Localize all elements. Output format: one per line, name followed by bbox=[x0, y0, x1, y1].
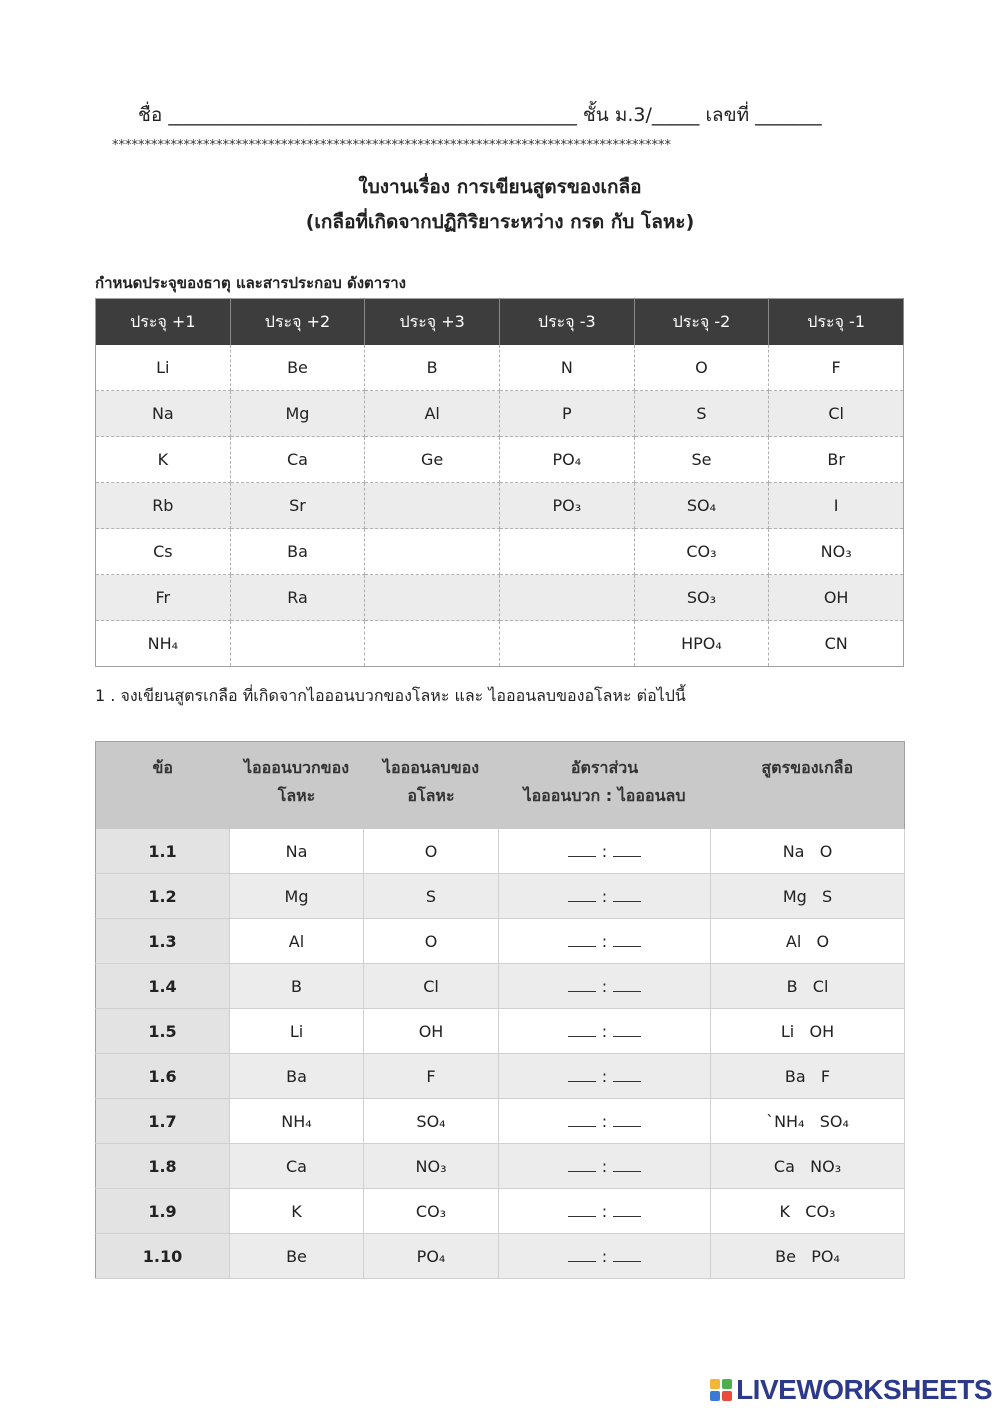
cation-cell: Ba bbox=[230, 1054, 364, 1099]
name-blank[interactable]: ___________________________________________ bbox=[168, 104, 577, 126]
charge-cell: Li bbox=[96, 345, 231, 391]
charge-cell: PO₃ bbox=[499, 483, 634, 529]
table-row bbox=[96, 345, 904, 391]
charge-cell: Se bbox=[634, 437, 769, 483]
charge-header: ประจุ -3 bbox=[499, 299, 634, 346]
table-row bbox=[96, 829, 905, 874]
cation-cell: Na bbox=[230, 829, 364, 874]
charge-table bbox=[95, 298, 904, 667]
worksheet-title: ใบงานเรื่อง การเขียนสูตรของเกลือ bbox=[358, 176, 642, 198]
question-header-line1: ไอออนบวกของ bbox=[244, 758, 349, 777]
table-row bbox=[96, 1144, 905, 1189]
ratio-separator: : bbox=[601, 1066, 608, 1086]
liveworksheets-wordmark: LIVEWORKSHEETS bbox=[736, 1374, 992, 1405]
question-header-line1: ไอออนลบของ bbox=[382, 758, 480, 777]
question-header-line1: สูตรของเกลือ bbox=[761, 758, 854, 777]
ratio-cell bbox=[499, 919, 711, 964]
cation-cell: Mg bbox=[230, 874, 364, 919]
formula-cell[interactable]: Li OH bbox=[711, 1009, 905, 1054]
charge-cell: N bbox=[499, 345, 634, 391]
table-row bbox=[96, 575, 904, 621]
table-row bbox=[96, 529, 904, 575]
number-label: เลขที่ bbox=[705, 104, 750, 126]
question-header bbox=[499, 742, 711, 830]
ratio-cation-blank[interactable] bbox=[568, 1022, 596, 1037]
cation-cell: Ca bbox=[230, 1144, 364, 1189]
question-number: 1.8 bbox=[96, 1144, 230, 1189]
ratio-cell bbox=[499, 1099, 711, 1144]
charge-cell: K bbox=[96, 437, 231, 483]
divider-stars: ************************************************************************************** bbox=[112, 138, 671, 153]
anion-cell: NO₃ bbox=[364, 1144, 499, 1189]
class-label[interactable]: ชั้น ม.3/_____ bbox=[582, 104, 700, 126]
anion-cell: S bbox=[364, 874, 499, 919]
charge-cell bbox=[365, 621, 500, 667]
ratio-cell bbox=[499, 964, 711, 1009]
ratio-cation-blank[interactable] bbox=[568, 842, 596, 857]
charge-cell bbox=[499, 575, 634, 621]
question-number: 1.9 bbox=[96, 1189, 230, 1234]
ratio-anion-blank[interactable] bbox=[613, 1067, 641, 1082]
charge-cell: Sr bbox=[230, 483, 365, 529]
anion-cell: O bbox=[364, 919, 499, 964]
ratio-cation-blank[interactable] bbox=[568, 1157, 596, 1172]
formula-cell[interactable]: K CO₃ bbox=[711, 1189, 905, 1234]
question-header-line2: อโลหะ bbox=[407, 786, 455, 805]
ratio-separator: : bbox=[601, 1111, 608, 1131]
formula-cell[interactable]: Be PO₄ bbox=[711, 1234, 905, 1279]
table-row bbox=[96, 1189, 905, 1234]
anion-cell: O bbox=[364, 829, 499, 874]
ratio-separator: : bbox=[601, 931, 608, 951]
table-row bbox=[96, 964, 905, 1009]
ratio-cation-blank[interactable] bbox=[568, 887, 596, 902]
charge-cell: Be bbox=[230, 345, 365, 391]
ratio-cell bbox=[499, 1189, 711, 1234]
charge-cell: CN bbox=[769, 621, 904, 667]
question-instruction: 1 . จงเขียนสูตรเกลือ ที่เกิดจากไอออนบวกของโลหะ และ ไอออนลบของอโลหะ ต่อไปนี้ bbox=[95, 686, 686, 705]
formula-cell[interactable]: Ca NO₃ bbox=[711, 1144, 905, 1189]
anion-cell: F bbox=[364, 1054, 499, 1099]
charge-cell: Ge bbox=[365, 437, 500, 483]
question-number: 1.4 bbox=[96, 964, 230, 1009]
cation-cell: NH₄ bbox=[230, 1099, 364, 1144]
number-blank[interactable]: _______ bbox=[755, 104, 822, 126]
charge-cell: PO₄ bbox=[499, 437, 634, 483]
charge-table-caption: กำหนดประจุของธาตุ และสารประกอบ ดังตาราง bbox=[95, 274, 406, 292]
charge-cell: F bbox=[769, 345, 904, 391]
ratio-anion-blank[interactable] bbox=[613, 1202, 641, 1217]
ratio-cell bbox=[499, 1054, 711, 1099]
charge-cell: HPO₄ bbox=[634, 621, 769, 667]
charge-header: ประจุ +3 bbox=[365, 299, 500, 346]
ratio-anion-blank[interactable] bbox=[613, 1157, 641, 1172]
charge-cell: Rb bbox=[96, 483, 231, 529]
question-number: 1.1 bbox=[96, 829, 230, 874]
logo-square bbox=[710, 1391, 720, 1401]
ratio-cation-blank[interactable] bbox=[568, 1067, 596, 1082]
charge-cell: B bbox=[365, 345, 500, 391]
ratio-anion-blank[interactable] bbox=[613, 1022, 641, 1037]
ratio-separator: : bbox=[601, 1156, 608, 1176]
question-header bbox=[96, 742, 230, 830]
formula-cell[interactable]: `NH₄ SO₄ bbox=[711, 1099, 905, 1144]
anion-cell: OH bbox=[364, 1009, 499, 1054]
ratio-cation-blank[interactable] bbox=[568, 1247, 596, 1262]
question-number: 1.6 bbox=[96, 1054, 230, 1099]
charge-cell: Fr bbox=[96, 575, 231, 621]
formula-cell[interactable]: Al O bbox=[711, 919, 905, 964]
formula-cell[interactable]: Ba F bbox=[711, 1054, 905, 1099]
charge-cell: NH₄ bbox=[96, 621, 231, 667]
question-number: 1.3 bbox=[96, 919, 230, 964]
question-number: 1.10 bbox=[96, 1234, 230, 1279]
question-table bbox=[95, 741, 905, 1279]
ratio-separator: : bbox=[601, 976, 608, 996]
charge-header: ประจุ +1 bbox=[96, 299, 231, 346]
formula-cell[interactable]: Mg S bbox=[711, 874, 905, 919]
ratio-cation-blank[interactable] bbox=[568, 977, 596, 992]
student-info-line bbox=[138, 100, 822, 130]
ratio-cell bbox=[499, 1144, 711, 1189]
charge-cell: P bbox=[499, 391, 634, 437]
ratio-anion-blank[interactable] bbox=[613, 1112, 641, 1127]
question-header bbox=[364, 742, 499, 830]
charge-cell: Ra bbox=[230, 575, 365, 621]
anion-cell: SO₄ bbox=[364, 1099, 499, 1144]
question-number: 1.5 bbox=[96, 1009, 230, 1054]
charge-cell bbox=[365, 575, 500, 621]
ratio-separator: : bbox=[601, 1246, 608, 1266]
question-header-line2: ไอออนบวก : ไอออนลบ bbox=[523, 786, 686, 805]
ratio-cation-blank[interactable] bbox=[568, 1202, 596, 1217]
table-row bbox=[96, 483, 904, 529]
charge-cell bbox=[230, 621, 365, 667]
liveworksheets-logo bbox=[710, 1375, 992, 1405]
charge-header: ประจุ -1 bbox=[769, 299, 904, 346]
worksheet-subtitle: (เกลือที่เกิดจากปฏิกิริยาระหว่าง กรด กับ โลหะ) bbox=[305, 211, 695, 233]
ratio-anion-blank[interactable] bbox=[613, 977, 641, 992]
charge-cell: Al bbox=[365, 391, 500, 437]
ratio-anion-blank[interactable] bbox=[613, 932, 641, 947]
name-label: ชื่อ bbox=[138, 104, 163, 126]
ratio-cell bbox=[499, 1009, 711, 1054]
charge-cell: Mg bbox=[230, 391, 365, 437]
charge-cell: SO₄ bbox=[634, 483, 769, 529]
logo-square bbox=[710, 1379, 720, 1389]
table-row bbox=[96, 1234, 905, 1279]
ratio-cell bbox=[499, 874, 711, 919]
anion-cell: Cl bbox=[364, 964, 499, 1009]
table-row bbox=[96, 874, 905, 919]
table-row bbox=[96, 621, 904, 667]
question-header-line1: อัตราส่วน bbox=[570, 758, 639, 777]
ratio-anion-blank[interactable] bbox=[613, 842, 641, 857]
charge-cell: Cl bbox=[769, 391, 904, 437]
ratio-cell bbox=[499, 1234, 711, 1279]
table-row bbox=[96, 1009, 905, 1054]
ratio-anion-blank[interactable] bbox=[613, 1247, 641, 1262]
charge-cell bbox=[499, 621, 634, 667]
charge-cell: CO₃ bbox=[634, 529, 769, 575]
anion-cell: CO₃ bbox=[364, 1189, 499, 1234]
liveworksheets-icon bbox=[710, 1379, 732, 1401]
charge-cell: I bbox=[769, 483, 904, 529]
charge-cell bbox=[365, 483, 500, 529]
charge-cell bbox=[499, 529, 634, 575]
ratio-separator: : bbox=[601, 886, 608, 906]
charge-cell bbox=[365, 529, 500, 575]
question-header bbox=[230, 742, 364, 830]
question-number: 1.2 bbox=[96, 874, 230, 919]
anion-cell: PO₄ bbox=[364, 1234, 499, 1279]
charge-header: ประจุ -2 bbox=[634, 299, 769, 346]
question-number: 1.7 bbox=[96, 1099, 230, 1144]
formula-cell[interactable]: B Cl bbox=[711, 964, 905, 1009]
charge-cell: SO₃ bbox=[634, 575, 769, 621]
charge-cell: Br bbox=[769, 437, 904, 483]
cation-cell: Li bbox=[230, 1009, 364, 1054]
charge-cell: Ba bbox=[230, 529, 365, 575]
table-row bbox=[96, 437, 904, 483]
question-header-line1: ข้อ bbox=[152, 758, 174, 777]
formula-cell[interactable]: Na O bbox=[711, 829, 905, 874]
charge-cell: Cs bbox=[96, 529, 231, 575]
charge-cell: S bbox=[634, 391, 769, 437]
charge-header: ประจุ +2 bbox=[230, 299, 365, 346]
logo-square bbox=[722, 1379, 732, 1389]
question-header-line2: โลหะ bbox=[277, 786, 316, 805]
question-header bbox=[711, 742, 905, 830]
cation-cell: Al bbox=[230, 919, 364, 964]
cation-cell: K bbox=[230, 1189, 364, 1234]
ratio-separator: : bbox=[601, 1021, 608, 1041]
logo-square bbox=[722, 1391, 732, 1401]
table-row bbox=[96, 391, 904, 437]
charge-cell: Na bbox=[96, 391, 231, 437]
cation-cell: B bbox=[230, 964, 364, 1009]
ratio-cation-blank[interactable] bbox=[568, 932, 596, 947]
table-row bbox=[96, 919, 905, 964]
ratio-cation-blank[interactable] bbox=[568, 1112, 596, 1127]
ratio-anion-blank[interactable] bbox=[613, 887, 641, 902]
ratio-separator: : bbox=[601, 1201, 608, 1221]
ratio-separator: : bbox=[601, 841, 608, 861]
charge-cell: OH bbox=[769, 575, 904, 621]
table-row bbox=[96, 1099, 905, 1144]
cation-cell: Be bbox=[230, 1234, 364, 1279]
ratio-cell bbox=[499, 829, 711, 874]
table-row bbox=[96, 1054, 905, 1099]
charge-cell: Ca bbox=[230, 437, 365, 483]
charge-cell: O bbox=[634, 345, 769, 391]
charge-cell: NO₃ bbox=[769, 529, 904, 575]
